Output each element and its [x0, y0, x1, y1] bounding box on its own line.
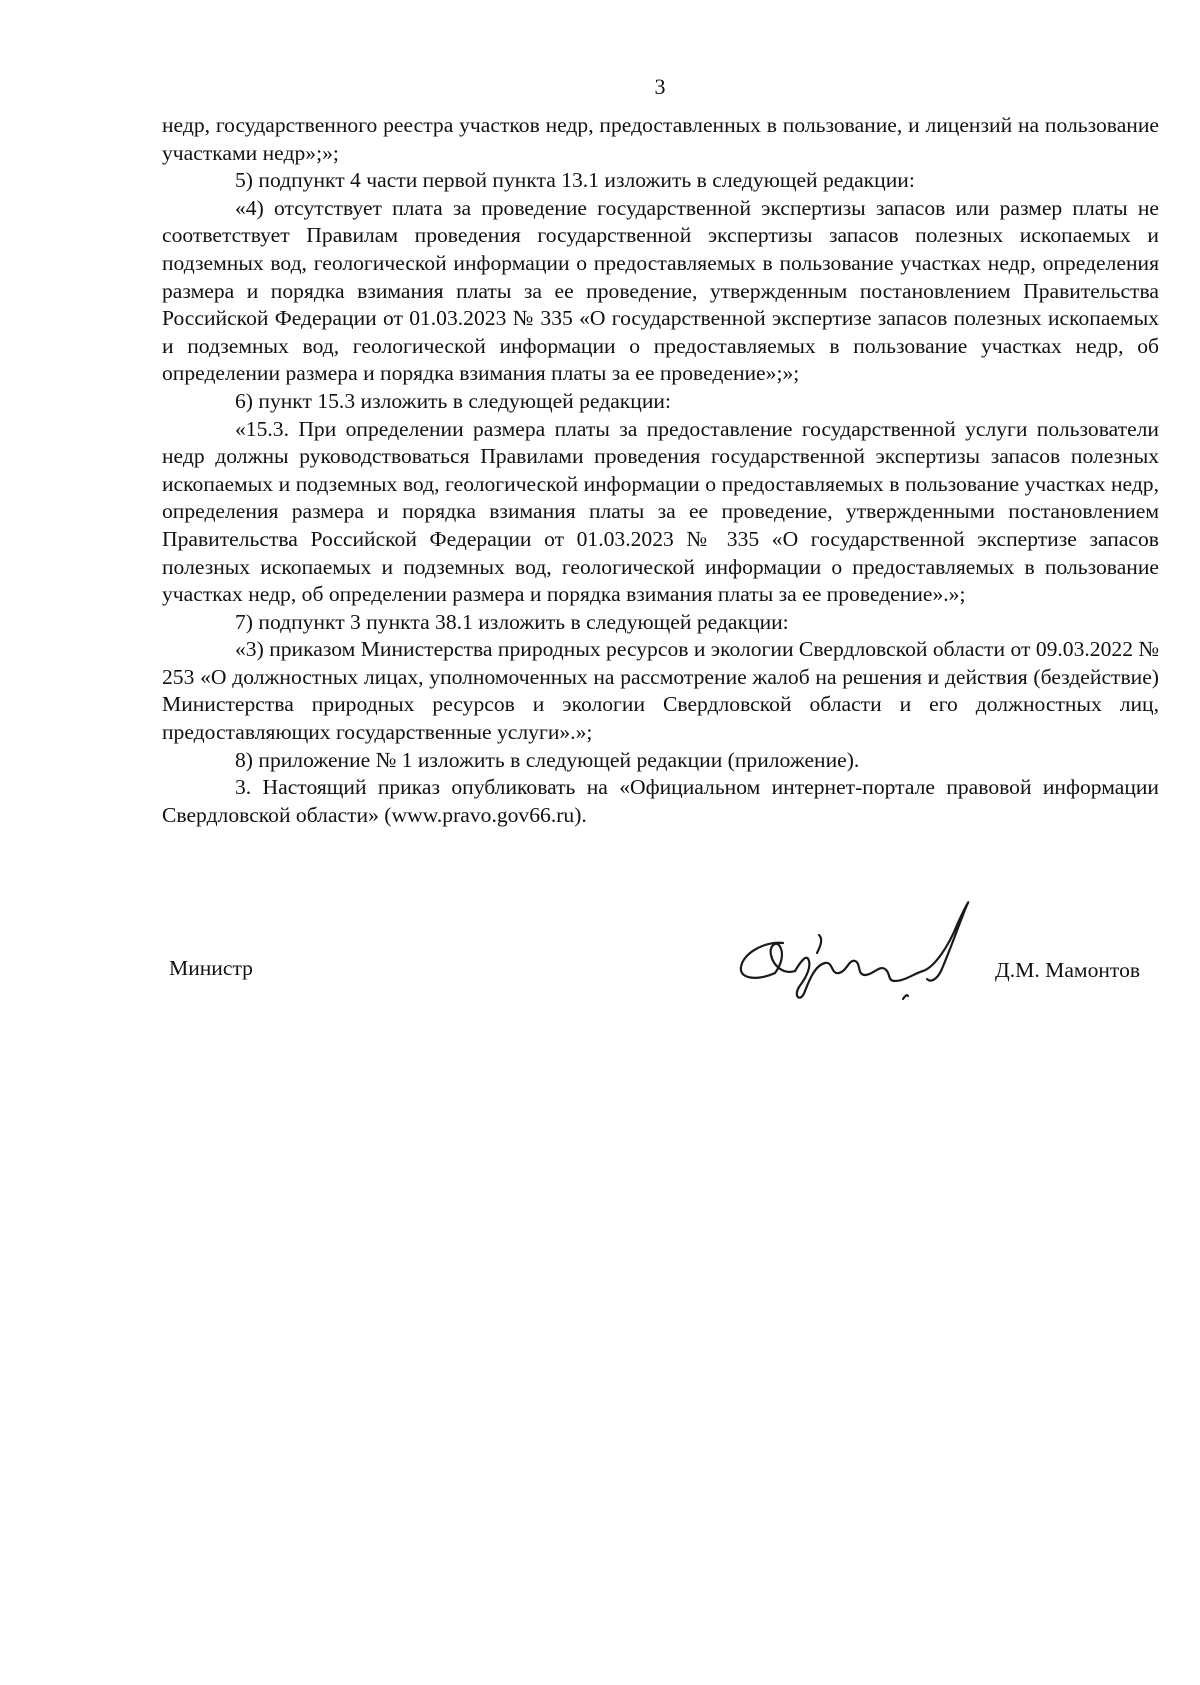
paragraph-item-8: 8) приложение № 1 изложить в следующей редакции (приложение).: [235, 747, 860, 772]
document-body: [162, 112, 1159, 829]
signature-block: [0, 895, 1200, 1025]
handwritten-signature-icon: [735, 895, 985, 1010]
paragraph-item-5: 5) подпункт 4 части первой пункта 13.1 изложить в следующей редакции:: [235, 168, 915, 193]
paragraph-item-5-text: «4) отсутствует плата за проведение государственной экспертизы запасов или размер платы не соответствует Правилам проведения государственной экспертизы запасов полезных ископаемых и подземных вод, геологической информации о предоставляемых в пользование участках недр, определения размера и порядка взимания платы за ее проведение, утвержденным постановлением Правительства Российской Федерации от 01.03.2023 № 335 «О государственной экспертизе запасов полезных ископаемых и подземных вод, геологической информации о предоставляемых в пользование участках недр, об определении размера и порядка взимания платы за ее проведение»;»;: [162, 195, 1159, 386]
paragraph-item-6-text: «15.3. При определении размера платы за предоставление государственной услуги пользователи недр должны руководствоваться Правилами проведения государственной экспертизы запасов полезных ископаемых и подземных вод, геологической информации о предоставляемых в пользование участках недр, определения размера и порядка взимания платы за ее проведение, утвержденными постановлением Правительства Российской Федерации от 01.03.2023 № 335 «О государственной экспертизе запасов полезных ископаемых и подземных вод, геологической информации о предоставляемых в пользование участках недр, об определении размера и порядка взимания платы за ее проведение».»;: [162, 416, 1159, 607]
paragraph-item-7: 7) подпункт 3 пункта 38.1 изложить в следующей редакции:: [235, 609, 789, 634]
paragraph-continuation: недр, государственного реестра участков недр, предоставленных в пользование, и лицензий на пользование участками недр»;»;: [162, 113, 1159, 165]
paragraph-item-6: 6) пункт 15.3 изложить в следующей редакции:: [235, 388, 671, 413]
signatory-title: Министр: [169, 956, 253, 980]
paragraph-item-7-text: «3) приказом Министерства природных ресурсов и экологии Свердловской области от 09.03.2022 № 253 «О должностных лицах, уполномоченных на рассмотрение жалоб на решения и действия (бездействие) Министерства природных ресурсов и экологии Свердловской области и его должностных лиц, предоставляющих государственные услуги».»;: [162, 637, 1159, 745]
paragraph-clause-3: 3. Настоящий приказ опубликовать на «Официальном интернет-портале правовой информации Свердловской области» (www.pravo.gov66.ru).: [162, 775, 1159, 827]
signatory-name: Д.М. Мамонтов: [995, 958, 1141, 982]
page-number: 3: [654, 74, 666, 99]
